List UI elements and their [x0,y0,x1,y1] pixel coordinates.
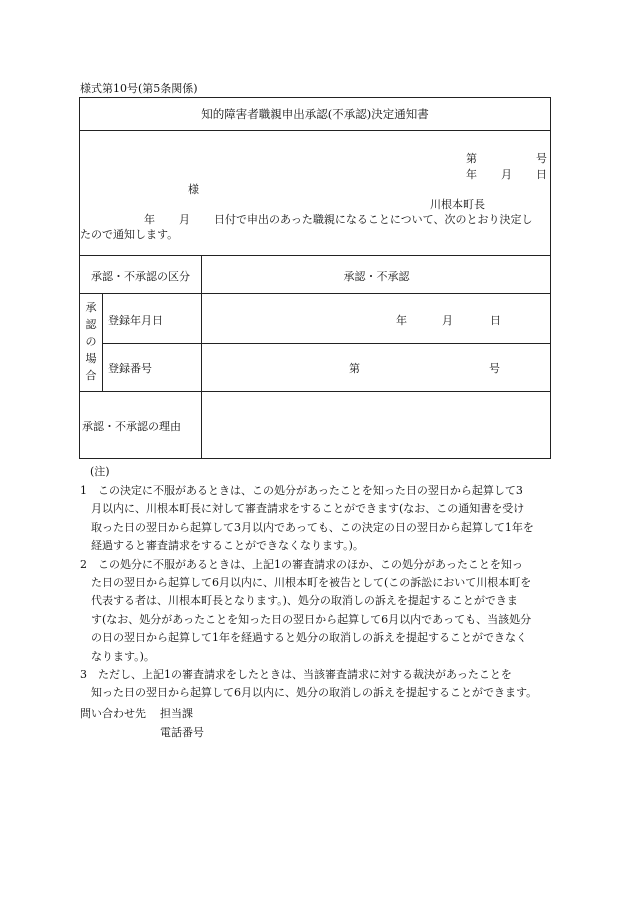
approved-case-column-divider [102,293,103,391]
contact-label: 問い合わせ先 [80,707,146,720]
reg-date-year: 年 [396,314,407,327]
body-text-line2: たので通知します。 [80,228,179,241]
note-line: 月以内に、川根本町長に対して審査請求をすることができます(なお、この通知書を受け [80,502,525,516]
category-value: 承認・不承認 [343,270,410,283]
reg-number-prefix: 第 [349,362,360,375]
label-column-divider [201,255,202,459]
reg-date-divider [102,343,551,344]
category-divider [79,293,551,294]
note-line: 3 ただし、上記1の審査請求をしたときは、当該審査請求に対する裁決があったことを [80,668,512,681]
doc-number-suffix: 号 [536,152,547,165]
body-year: 年 [144,213,155,226]
addressee-suffix: 様 [188,183,199,196]
contact-department: 担当課 [160,707,193,720]
approved-case-char-2: 認 [85,318,97,331]
note-line: 代表する者は、川根本町長となります。)、処分の取消しの訴えを提起することができま [80,594,518,608]
approved-case-char-5: 合 [85,369,97,382]
approved-case-char-4: 場 [85,352,97,365]
title-divider [79,130,551,131]
note-line: 取った日の翌日から起算して3月以内であっても、この決定の日の翌日から起算して1年を [80,520,534,534]
body-text-line1: 日付で申出のあった職親になることについて、次のとおり決定し [214,213,533,226]
note-line: 1 この決定に不服があるときは、この処分があったことを知った日の翌日から起算して3 [80,484,523,497]
reg-date-label: 登録年月日 [108,314,163,327]
date-day: 日 [536,168,547,181]
notes-heading: (注) [90,465,110,478]
category-label: 承認・不承認の区分 [91,270,190,283]
note-line: 2 この処分に不服があるときは、上記1の審査請求のほか、この処分があったことを知っ [80,557,523,571]
note-line: た日の翌日から起算して6月以内に、川根本町を被告として(この訴訟において川根本町を [80,576,532,589]
contact-phone: 電話番号 [160,726,204,739]
reg-number-suffix: 号 [489,362,500,375]
note-line: す(なお、処分があったことを知った日の翌日から起算して6月以内であっても、当該処分 [80,612,532,626]
header-divider [79,255,551,256]
date-month: 月 [501,168,512,181]
reason-label: 承認・不承認の理由 [82,420,181,433]
approved-case-char-3: の [85,335,97,348]
note-line: の日の翌日から起算して1年を経過すると処分の取消しの訴えを提起することができなく [80,631,527,645]
approved-case-divider [79,391,551,392]
reg-date-day: 日 [490,314,501,327]
reg-date-month: 月 [442,314,453,327]
date-year: 年 [466,168,477,181]
note-line: 経過すると審査請求をすることができなくなります。)。 [80,539,364,553]
reg-number-label: 登録番号 [108,362,152,375]
form-number: 様式第10号(第5条関係) [80,82,198,95]
issuer-name: 川根本町長 [430,198,485,211]
document-title: 知的障害者職親申出承認(不承認)決定通知書 [201,107,429,121]
approved-case-char-1: 承 [85,301,97,314]
body-month: 月 [179,213,190,226]
doc-number-prefix: 第 [466,152,477,165]
note-line: 知った日の翌日から起算して6月以内に、処分の取消しの訴えを提起することができます。 [80,686,538,700]
note-line: なります。)。 [80,649,155,663]
